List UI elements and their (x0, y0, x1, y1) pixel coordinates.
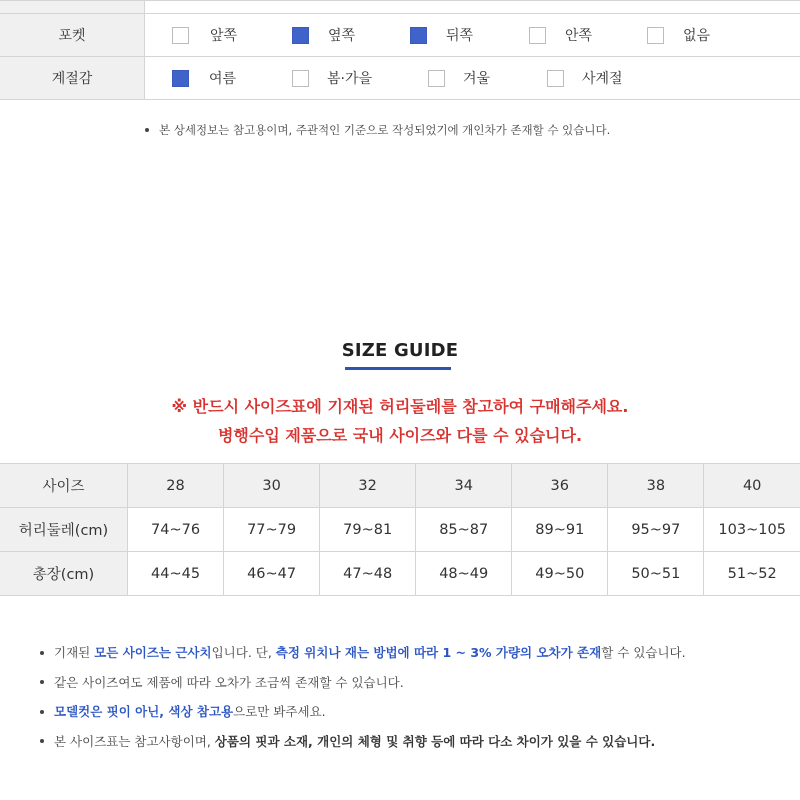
option-all-season[interactable] (547, 57, 623, 99)
size-cell: 38 (608, 464, 704, 508)
value-cell: 74~76 (128, 508, 224, 552)
attribute-options (145, 14, 800, 56)
bullet-icon (145, 128, 149, 132)
attribute-table (0, 0, 800, 100)
bullet-icon (40, 680, 44, 684)
value-cell: 95~97 (608, 508, 704, 552)
checkbox[interactable] (410, 27, 427, 44)
table-row (0, 552, 800, 596)
attribute-options (145, 57, 800, 99)
option-label: 옆쪽 (328, 28, 356, 44)
size-cell: 32 (320, 464, 416, 508)
value-cell: 47~48 (320, 552, 416, 596)
option-label: 뒤쪽 (446, 28, 474, 44)
row-label: 총장(cm) (0, 552, 128, 596)
option-spring-fall[interactable] (292, 57, 373, 99)
bullet-icon (40, 651, 44, 655)
size-notes (40, 643, 800, 761)
value-cell: 50~51 (608, 552, 704, 596)
option-label: 여름 (209, 71, 237, 87)
option-label: 안쪽 (565, 28, 593, 44)
value-cell: 89~91 (512, 508, 608, 552)
size-table (0, 463, 800, 596)
size-table-header-row (0, 464, 800, 508)
option-label: 사계절 (582, 71, 623, 87)
option-label: 봄·가을 (327, 71, 373, 87)
list-item: 본 사이즈표는 참고사항이며, 상품의 핏과 소재, 개인의 체형 및 취향 등에 따라 다소 차이가 있을 수 있습니다. (40, 732, 800, 762)
size-warning-line1: ※ 반드시 사이즈표에 기재된 허리둘레를 참고하여 구매해주세요. (171, 397, 629, 416)
option-label: 앞쪽 (210, 28, 238, 44)
value-cell: 44~45 (128, 552, 224, 596)
size-warning-line2: 병행수입 제품으로 국내 사이즈와 다를 수 있습니다. (217, 426, 583, 445)
checkbox[interactable] (428, 70, 445, 87)
size-cell: 40 (704, 464, 800, 508)
detail-note-text: 본 상세정보는 참고용이며, 주관적인 기준으로 작성되었기에 개인차가 존재할 수 있습니다. (159, 123, 611, 137)
attribute-row-pocket (0, 14, 800, 57)
value-cell: 103~105 (704, 508, 800, 552)
bullet-icon (40, 739, 44, 743)
option-summer[interactable] (172, 57, 237, 99)
attribute-row-season (0, 57, 800, 100)
size-cell: 30 (224, 464, 320, 508)
checkbox[interactable] (292, 70, 309, 87)
checkbox[interactable] (172, 70, 189, 87)
attribute-label-cut (0, 1, 145, 13)
option-inside[interactable] (529, 14, 593, 56)
list-item: 기재된 모든 사이즈는 근사치입니다. 단, 측정 위치나 재는 방법에 따라 1 ~ 3% 가량의 오차가 존재할 수 있습니다. (40, 643, 800, 673)
checkbox[interactable] (172, 27, 189, 44)
value-cell: 77~79 (224, 508, 320, 552)
attribute-label: 포켓 (0, 14, 145, 56)
checkbox[interactable] (529, 27, 546, 44)
table-row (0, 508, 800, 552)
option-side[interactable] (292, 14, 356, 56)
value-cell: 48~49 (416, 552, 512, 596)
checkbox[interactable] (547, 70, 564, 87)
size-cell: 36 (512, 464, 608, 508)
value-cell: 85~87 (416, 508, 512, 552)
option-label: 겨울 (463, 71, 491, 87)
value-cell: 46~47 (224, 552, 320, 596)
size-header-label: 사이즈 (0, 464, 128, 508)
option-none[interactable] (647, 14, 711, 56)
value-cell: 79~81 (320, 508, 416, 552)
row-label: 허리둘레(cm) (0, 508, 128, 552)
size-guide-underline (345, 367, 451, 370)
option-back[interactable] (410, 14, 474, 56)
size-cell: 34 (416, 464, 512, 508)
size-guide-title: SIZE GUIDE (341, 340, 459, 361)
attribute-label: 계절감 (0, 57, 145, 99)
bullet-icon (40, 710, 44, 714)
value-cell: 51~52 (704, 552, 800, 596)
checkbox[interactable] (647, 27, 664, 44)
size-cell: 28 (128, 464, 224, 508)
option-front[interactable] (172, 14, 238, 56)
value-cell: 49~50 (512, 552, 608, 596)
list-item: 모델컷은 핏이 아닌, 색상 참고용으로만 봐주세요. (40, 702, 800, 732)
option-winter[interactable] (428, 57, 491, 99)
list-item: 같은 사이즈여도 제품에 따라 오차가 조금씩 존재할 수 있습니다. (40, 673, 800, 703)
option-label: 없음 (683, 28, 711, 44)
attribute-row-cut (0, 1, 800, 14)
checkbox[interactable] (292, 27, 309, 44)
detail-note (145, 122, 610, 138)
